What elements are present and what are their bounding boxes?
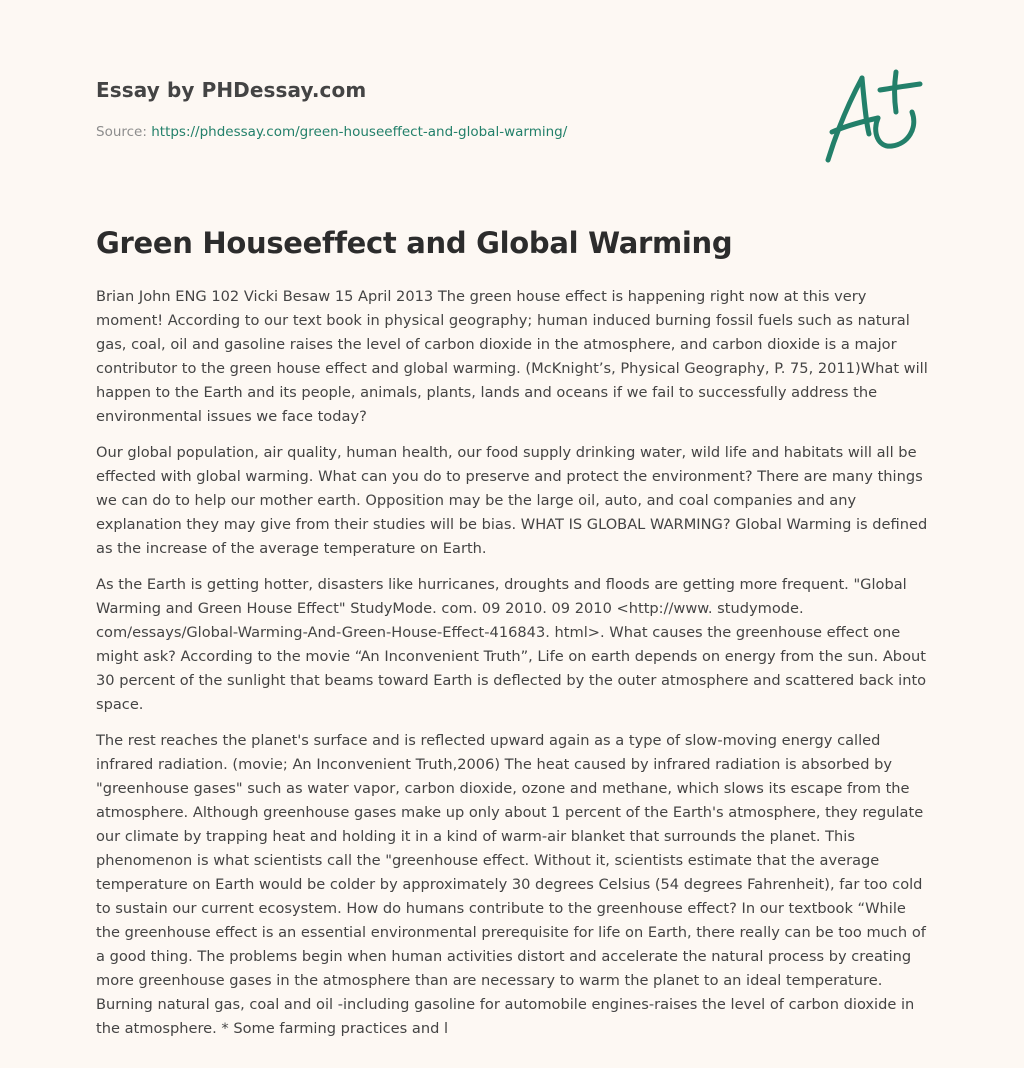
source-label: Source: xyxy=(96,124,147,140)
paragraph: The rest reaches the planet's surface and is reflected upward again as a type of slow-moving energy called infrared radiation. (movie; An Inconvenient Truth,2006) The heat caused by infrared radiation is absorbed by "greenhouse gases" such as water vapor, carbon dioxide, ozone and methane, which slows its escape from the atmosphere. Although greenhouse gases make up only about 1 percent of the Earth's atmosphere, they regulate our climate by trapping heat and holding it in a kind of warm-air blanket that surrounds the planet. This phenomenon is what scientists call the "greenhouse effect. Without it, scientists estimate that the average temperature on Earth would be colder by approximately 30 degrees Celsius (54 degrees Fahrenheit), far too cold to sustain our current ecosystem. How do humans contribute to the greenhouse effect? In our textbook “While the greenhouse effect is an essential environmental prerequisite for life on Earth, there really can be too much of a good thing. The problems begin when human activities distort and accelerate the natural process by creating more greenhouse gases in the atmosphere than are necessary to warm the planet to an ideal temperature. Burning natural gas, coal and oil -including gasoline for automobile engines-raises the level of carbon dioxide in the atmosphere. * Some farming practices and l xyxy=(96,732,926,1037)
source-link[interactable]: https://phdessay.com/green-houseeffect-and-global-warming/ xyxy=(151,124,568,140)
a-plus-grade-icon xyxy=(822,68,926,166)
article-body xyxy=(96,285,930,1053)
brand-title: Essay by PHDessay.com xyxy=(96,78,367,102)
page-header xyxy=(96,0,928,170)
paragraph: Our global population, air quality, human health, our food supply drinking water, wild life and habitats will all be effected with global warming. What can you do to preserve and protect the environment? There are many things we can do to help our mother earth. Opposition may be the large oil, auto, and coal companies and any explanation they may give from their studies will be bias. WHAT IS GLOBAL WARMING? Global Warming is defined as the increase of the average temperature on Earth. xyxy=(96,444,928,557)
source-line xyxy=(96,124,567,140)
page-title: Green Houseeffect and Global Warming xyxy=(96,226,733,260)
paragraph: As the Earth is getting hotter, disasters like hurricanes, droughts and floods are getting more frequent. "Global Warming and Green House Effect" StudyMode. com. 09 2010. 09 2010 <http://www. studymode. com/essays/Global-Warming-And-Green-House-Effect-416843. html>. What causes the greenhouse effect one might ask? According to the movie “An Inconvenient Truth”, Life on earth depends on energy from the sun. About 30 percent of the sunlight that beams toward Earth is deflected by the outer atmosphere and scattered back into space. xyxy=(96,576,927,713)
paragraph: Brian John ENG 102 Vicki Besaw 15 April 2013 The green house effect is happening right now at this very moment! According to our text book in physical geography; human induced burning fossil fuels such as natural gas, coal, oil and gasoline raises the level of carbon dioxide in the atmosphere, and carbon dioxide is a major contributor to the green house effect and global warming. (McKnight’s, Physical Geography, P. 75, 2011)What will happen to the Earth and its people, animals, plants, lands and oceans if we fail to successfully address the environmental issues we face today? xyxy=(96,288,928,425)
